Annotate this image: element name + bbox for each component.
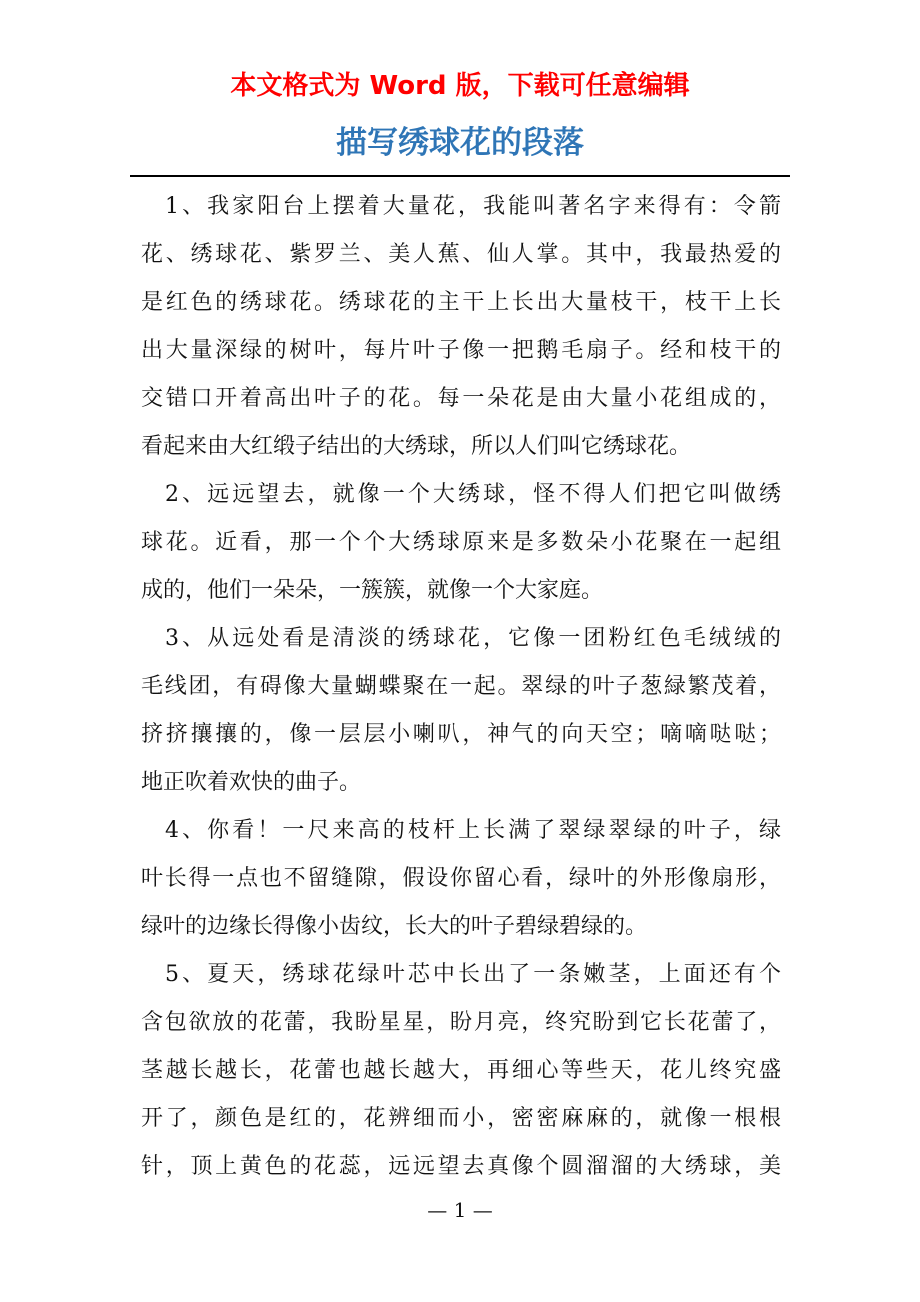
paragraph-line: 3、从远处看是清淡的绣球花，它像一团粉红色毛绒绒的	[165, 626, 781, 651]
paragraph-line: 含包欲放的花蕾，我盼星星，盼月亮，终究盼到它长花蕾了，	[141, 1010, 781, 1035]
paragraph-line: 5、夏天，绣球花绿叶芯中长出了一条嫩茎，上面还有个	[165, 962, 781, 987]
paragraph-line: 毛线团，有碍像大量蝴蝶聚在一起。翠绿的叶子葱緑繁茂着，	[141, 674, 781, 699]
title-divider	[130, 175, 790, 177]
document-title: 描写绣球花的段落	[336, 125, 584, 161]
paragraph	[141, 183, 781, 471]
paragraph-line: 叶长得一点也不留缝隙，假设你留心看，绿叶的外形像扇形，	[141, 866, 781, 891]
paragraph-line: 1、我家阳台上摆着大量花，我能叫著名字来得有：令箭	[165, 194, 781, 219]
paragraph-line: 绿叶的边缘长得像小齿纹，长大的叶子碧绿碧绿的。	[141, 914, 648, 939]
paragraph	[141, 615, 781, 807]
paragraph-line: 开了，颜色是红的，花辨细而小，密密麻麻的，就像一根根	[141, 1106, 781, 1131]
paragraph-line: 针，顶上黄色的花蕊，远远望去真像个圆溜溜的大绣球，美	[141, 1154, 781, 1179]
paragraph-line: 地正吹着欢快的曲子。	[141, 770, 362, 795]
page-number: — 1 —	[427, 1198, 493, 1222]
paragraph-line: 成的，他们一朵朵，一簇簇，就像一个大家庭。	[141, 578, 604, 603]
paragraph-line: 交错口开着高出叶子的花。每一朵花是由大量小花组成的，	[141, 386, 781, 411]
paragraph-line: 球花。近看，那一个个大绣球原来是多数朵小花聚在一起组	[141, 530, 781, 555]
document-body	[141, 183, 781, 1191]
paragraph-line: 是红色的绣球花。绣球花的主干上长出大量枝干，枝干上长	[141, 290, 781, 315]
paragraph-line: 4、你看！一尺来高的枝杆上长满了翠绿翠绿的叶子，绿	[165, 818, 781, 843]
paragraph-line: 2、远远望去，就像一个大绣球，怪不得人们把它叫做绣	[165, 482, 781, 507]
paragraph	[141, 471, 781, 615]
download-notice: 本文格式为 Word 版，下载可任意编辑	[230, 71, 690, 101]
paragraph	[141, 807, 781, 951]
paragraph	[141, 951, 781, 1191]
paragraph-line: 看起来由大红缎子结出的大绣球，所以人们叫它绣球花。	[141, 434, 692, 459]
paragraph-line: 茎越长越长，花蕾也越长越大，再细心等些天，花儿终究盛	[141, 1058, 781, 1083]
paragraph-line: 出大量深绿的树叶，每片叶子像一把鹅毛扇子。经和枝干的	[141, 338, 781, 363]
paragraph-line: 挤挤攘攘的，像一层层小喇叭，神气的向天空；嘀嘀哒哒；	[141, 722, 781, 747]
paragraph-line: 花、绣球花、紫罗兰、美人蕉、仙人掌。其中，我最热爱的	[141, 242, 781, 267]
